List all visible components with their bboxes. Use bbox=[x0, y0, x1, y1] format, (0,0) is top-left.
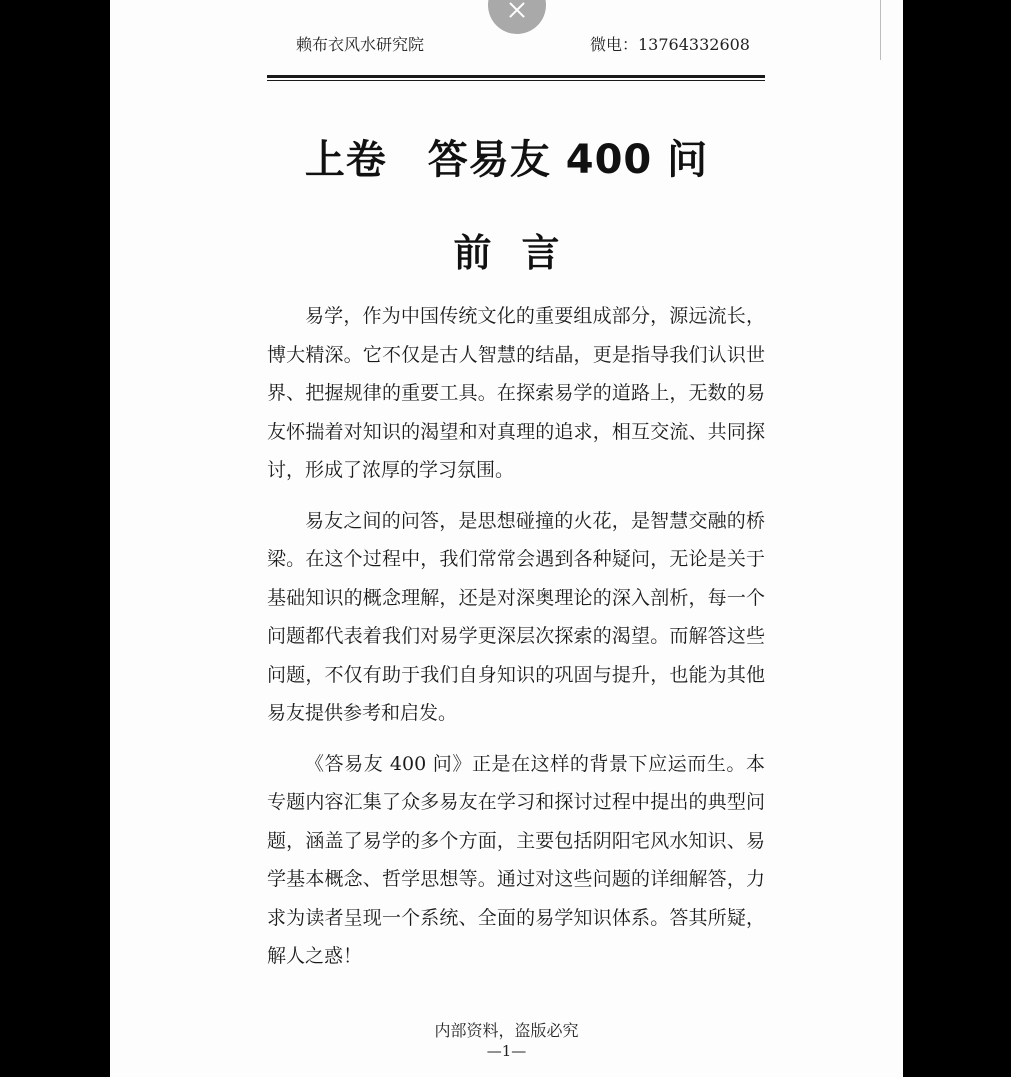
body-text bbox=[267, 297, 765, 988]
paragraph: 易友之间的问答，是思想碰撞的火花，是智慧交融的桥梁。在这个过程中，我们常常会遇到各种疑问，无论是关于基础知识的概念理解，还是对深奥理论的深入剖析，每一个问题都代表着我们对易学更深层次探索的渴望。而解答这些问题，不仅有助于我们自身知识的巩固与提升，也能为其他易友提供参考和启发。 bbox=[267, 509, 765, 724]
header-rule bbox=[267, 75, 765, 78]
paragraph: 易学，作为中国传统文化的重要组成部分，源远流长，博大精深。它不仅是古人智慧的结晶，更是指导我们认识世界、把握规律的重要工具。在探索易学的道路上，无数的易友怀揣着对知识的渴望和对真理的追求，相互交流、共同探讨，形成了浓厚的学习氛围。 bbox=[267, 305, 765, 481]
header-contact: 微电：13764332608 bbox=[590, 35, 750, 54]
header-rule-thin bbox=[267, 80, 765, 81]
page-header bbox=[110, 30, 903, 56]
section-title: 前言 bbox=[453, 231, 590, 275]
paragraph: 《答易友 400 问》正是在这样的背景下应运而生。本专题内容汇集了众多易友在学习和探讨过程中提出的典型问题，涵盖了易学的多个方面，主要包括阴阳宅风水知识、易学基本概念、哲学思想等。通过对这些问题的详细解答，力求为读者呈现一个系统、全面的易学知识体系。答其所疑，解人之惑！ bbox=[267, 752, 765, 967]
page-title: 上卷 答易友 400 问 bbox=[304, 137, 709, 183]
footer-note: 内部资料，盗版必究 bbox=[434, 1021, 579, 1040]
header-institute-name: 赖布衣风水研究院 bbox=[296, 35, 425, 54]
close-icon bbox=[507, 0, 527, 20]
page-number: —1— bbox=[486, 1042, 527, 1060]
document-page bbox=[110, 0, 903, 1077]
